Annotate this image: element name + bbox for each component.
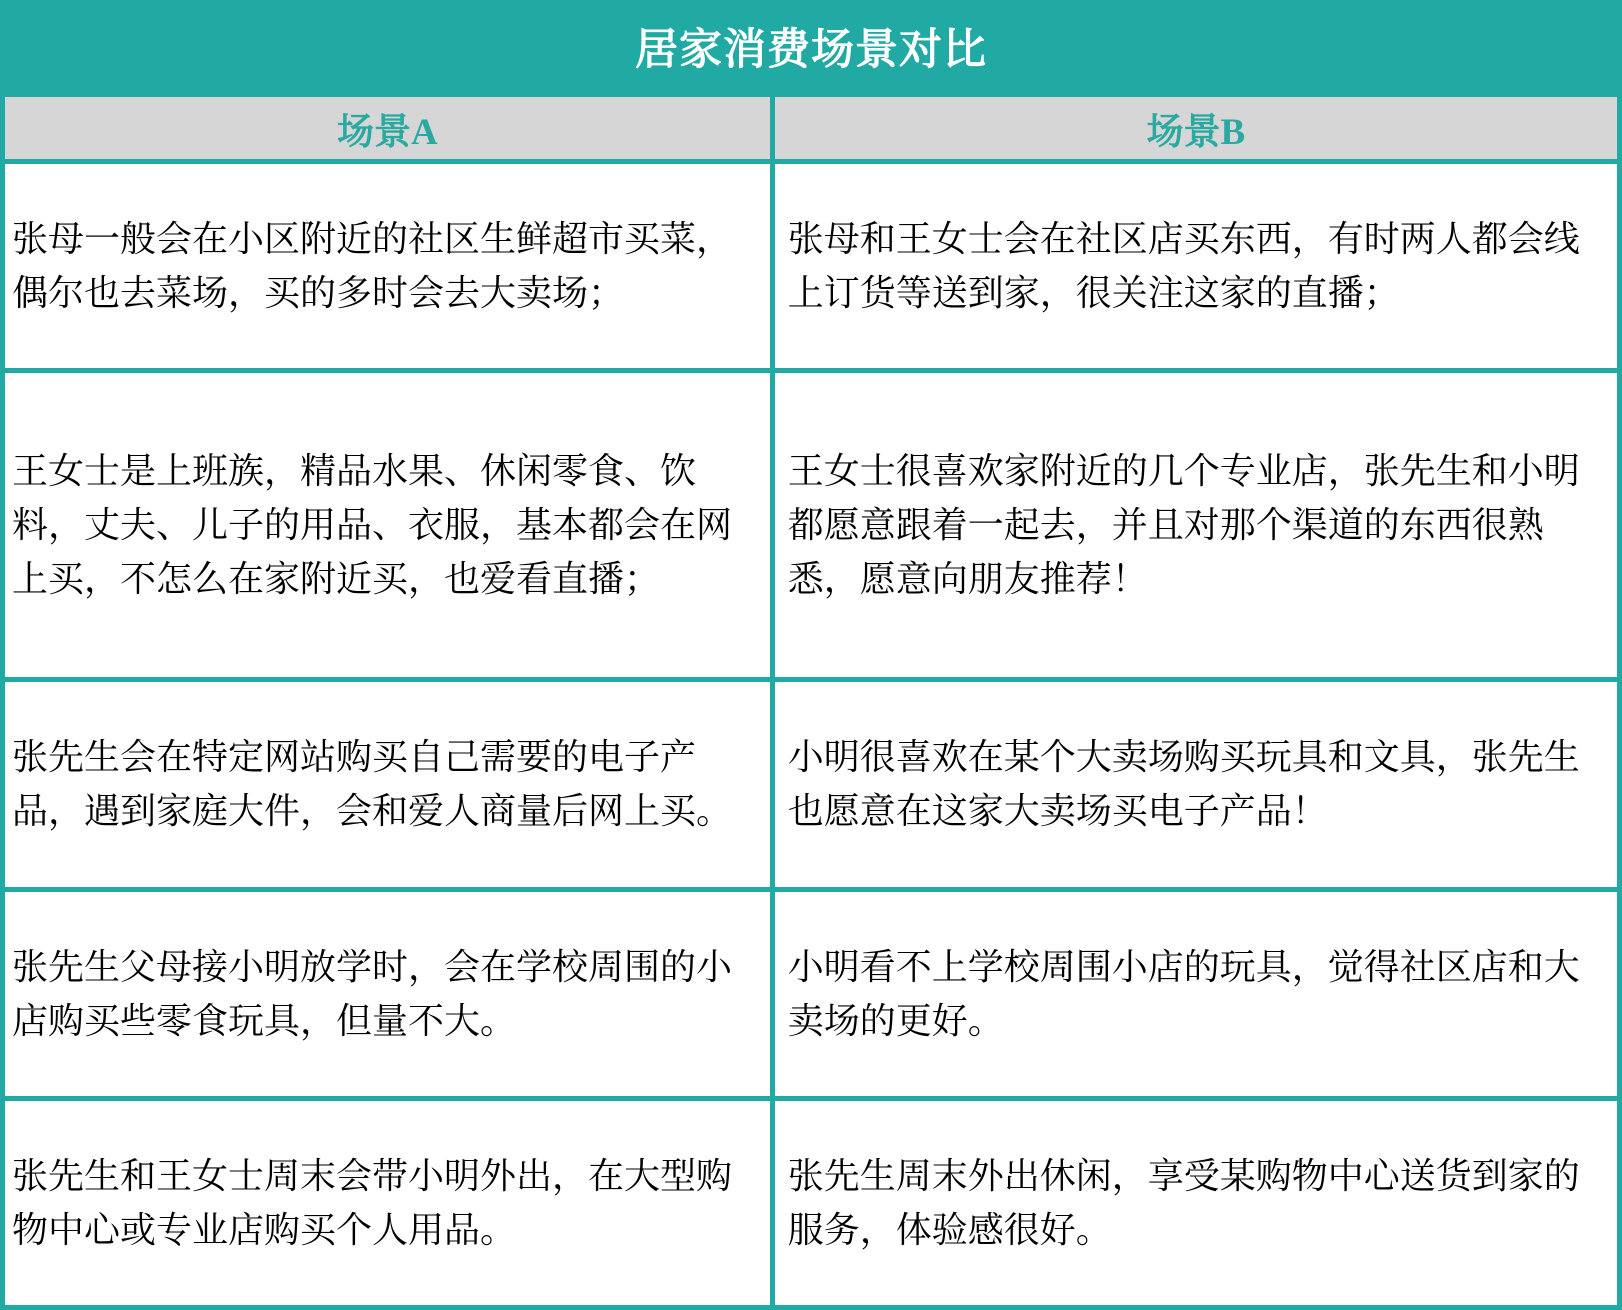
table-row <box>3 680 1620 889</box>
header-row <box>3 95 1620 162</box>
table-row <box>3 1098 1620 1307</box>
table-row <box>3 371 1620 680</box>
cell-scenario-b: 王女士很喜欢家附近的几个专业店，张先生和小明都愿意跟着一起去，并且对那个渠道的东西很熟悉，愿意向朋友推荐！ <box>772 371 1619 680</box>
cell-scenario-b: 小明很喜欢在某个大卖场购买玩具和文具，张先生也愿意在这家大卖场买电子产品！ <box>772 680 1619 889</box>
title-banner <box>0 0 1622 92</box>
cell-scenario-b: 张母和王女士会在社区店买东西，有时两人都会线上订货等送到家，很关注这家的直播； <box>772 162 1619 371</box>
cell-scenario-a: 张先生和王女士周末会带小明外出，在大型购物中心或专业店购买个人用品。 <box>3 1098 773 1307</box>
cell-scenario-a: 张母一般会在小区附近的社区生鲜超市买菜，偶尔也去菜场，买的多时会去大卖场； <box>3 162 773 371</box>
comparison-table <box>0 92 1622 1310</box>
cell-scenario-a: 王女士是上班族，精品水果、休闲零食、饮料，丈夫、儿子的用品、衣服，基本都会在网上买，不怎么在家附近买，也爱看直播； <box>3 371 773 680</box>
cell-scenario-b: 张先生周末外出休闲，享受某购物中心送货到家的服务，体验感很好。 <box>772 1098 1619 1307</box>
table-row <box>3 162 1620 371</box>
cell-scenario-b: 小明看不上学校周围小店的玩具，觉得社区店和大卖场的更好。 <box>772 889 1619 1098</box>
cell-scenario-a: 张先生会在特定网站购买自己需要的电子产品，遇到家庭大件，会和爱人商量后网上买。 <box>3 680 773 889</box>
column-header-scenario-a: 场景A <box>3 95 773 162</box>
cell-scenario-a: 张先生父母接小明放学时，会在学校周围的小店购买些零食玩具，但量不大。 <box>3 889 773 1098</box>
page-title: 居家消费场景对比 <box>635 26 987 74</box>
column-header-scenario-b: 场景B <box>772 95 1619 162</box>
table-row <box>3 889 1620 1098</box>
